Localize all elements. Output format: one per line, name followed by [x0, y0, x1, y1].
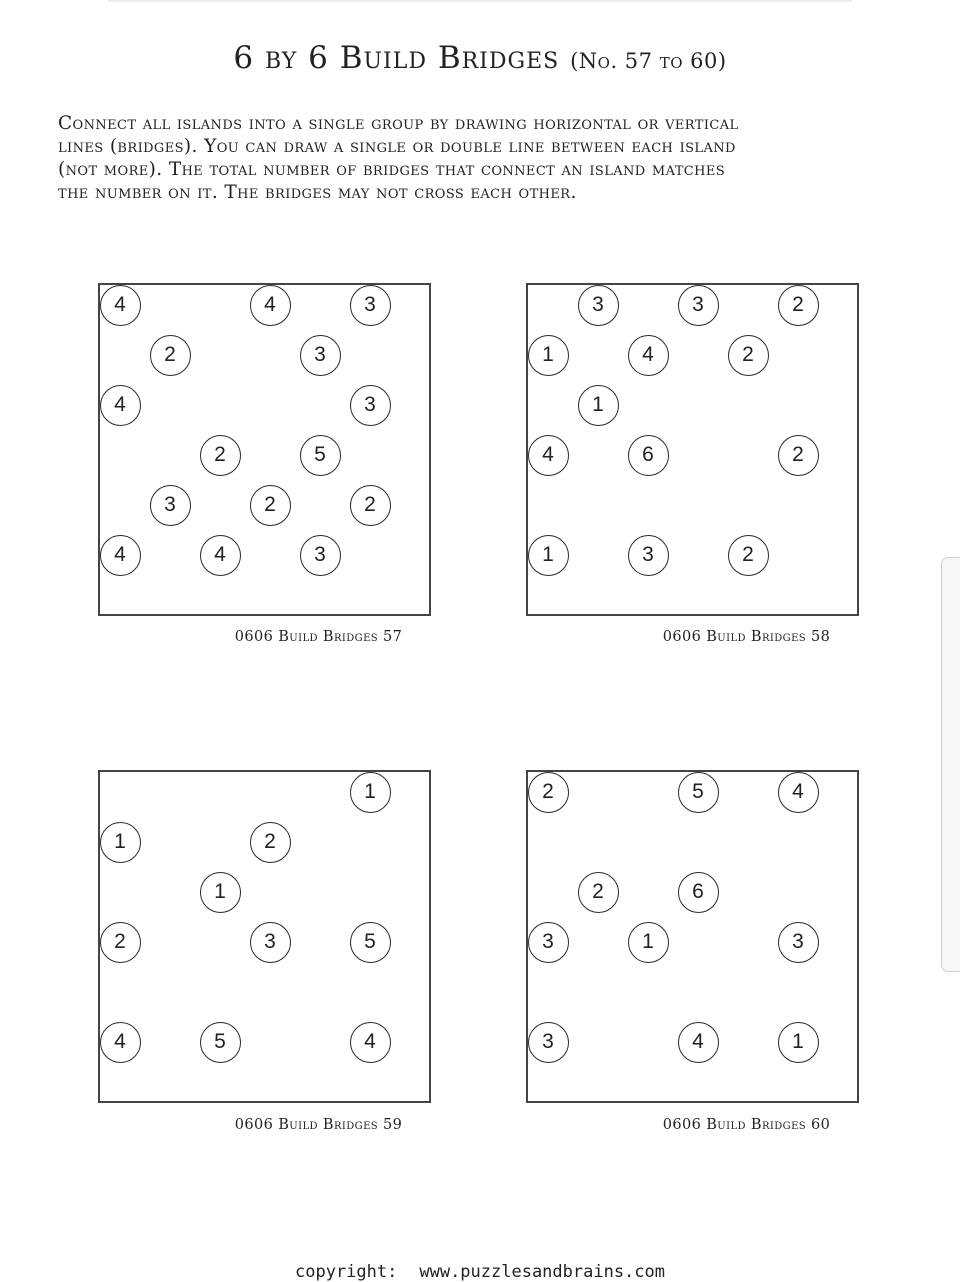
puzzle-caption-57: 0606 Build Bridges 57 — [234, 629, 403, 645]
island-node[interactable]: 3 — [528, 922, 569, 963]
puzzle-caption-58: 0606 Build Bridges 58 — [662, 629, 831, 645]
footer — [0, 1262, 960, 1282]
island-node[interactable]: 5 — [678, 772, 719, 813]
island-node[interactable]: 3 — [778, 922, 819, 963]
island-node[interactable]: 3 — [678, 285, 719, 326]
puzzle-grid-58 — [526, 283, 859, 616]
island-node[interactable]: 3 — [350, 285, 391, 326]
island-node[interactable]: 2 — [728, 535, 769, 576]
island-node[interactable]: 5 — [300, 435, 341, 476]
island-node[interactable]: 1 — [200, 872, 241, 913]
island-node[interactable]: 4 — [100, 285, 141, 326]
island-node[interactable]: 2 — [150, 335, 191, 376]
island-node[interactable]: 4 — [200, 535, 241, 576]
island-node[interactable]: 1 — [528, 535, 569, 576]
island-node[interactable]: 4 — [778, 772, 819, 813]
island-node[interactable]: 1 — [628, 922, 669, 963]
instructions-text: Connect all islands into a single group by drawing horizontal or vertical lines (bridges). You can draw a single or double line between each island (not more). The total number of bridges that connect an island matches the number on it. The bridges may not cross each other. — [58, 113, 739, 203]
copyright-label: copyright: — [295, 1262, 398, 1282]
puzzle-grid-60 — [526, 770, 859, 1103]
island-node[interactable]: 2 — [778, 285, 819, 326]
island-node[interactable]: 1 — [350, 772, 391, 813]
puzzle-caption-60: 0606 Build Bridges 60 — [662, 1117, 831, 1133]
scrollbar-handle[interactable] — [941, 557, 960, 972]
island-node[interactable]: 5 — [200, 1022, 241, 1063]
puzzle-grid-59 — [98, 770, 431, 1103]
island-node[interactable]: 3 — [578, 285, 619, 326]
island-node[interactable]: 2 — [728, 335, 769, 376]
island-node[interactable]: 4 — [350, 1022, 391, 1063]
page-title — [0, 40, 960, 76]
island-node[interactable]: 2 — [200, 435, 241, 476]
island-node[interactable]: 4 — [100, 1022, 141, 1063]
island-node[interactable]: 1 — [528, 335, 569, 376]
island-node[interactable]: 3 — [528, 1022, 569, 1063]
title-text: 6 by 6 Build Bridges — [233, 40, 560, 76]
island-node[interactable]: 2 — [250, 485, 291, 526]
island-node[interactable]: 4 — [250, 285, 291, 326]
island-node[interactable]: 2 — [778, 435, 819, 476]
island-node[interactable]: 3 — [628, 535, 669, 576]
island-node[interactable]: 4 — [628, 335, 669, 376]
island-node[interactable]: 2 — [528, 772, 569, 813]
island-node[interactable]: 2 — [350, 485, 391, 526]
puzzle-caption-59: 0606 Build Bridges 59 — [234, 1117, 403, 1133]
island-node[interactable]: 3 — [300, 535, 341, 576]
island-node[interactable]: 4 — [100, 535, 141, 576]
island-node[interactable]: 2 — [250, 822, 291, 863]
island-node[interactable]: 4 — [100, 385, 141, 426]
puzzle-grid-57 — [98, 283, 431, 616]
island-node[interactable]: 1 — [578, 385, 619, 426]
island-node[interactable]: 1 — [100, 822, 141, 863]
title-range: (No. 57 to 60) — [570, 49, 727, 73]
island-node[interactable]: 4 — [528, 435, 569, 476]
copyright-link[interactable]: www.puzzlesandbrains.com — [419, 1262, 665, 1282]
island-node[interactable]: 2 — [578, 872, 619, 913]
island-node[interactable]: 5 — [350, 922, 391, 963]
island-node[interactable]: 1 — [778, 1022, 819, 1063]
island-node[interactable]: 3 — [150, 485, 191, 526]
island-node[interactable]: 3 — [350, 385, 391, 426]
island-node[interactable]: 6 — [678, 872, 719, 913]
top-divider — [108, 0, 852, 2]
island-node[interactable]: 2 — [100, 922, 141, 963]
island-node[interactable]: 6 — [628, 435, 669, 476]
island-node[interactable]: 4 — [678, 1022, 719, 1063]
island-node[interactable]: 3 — [300, 335, 341, 376]
island-node[interactable]: 3 — [250, 922, 291, 963]
